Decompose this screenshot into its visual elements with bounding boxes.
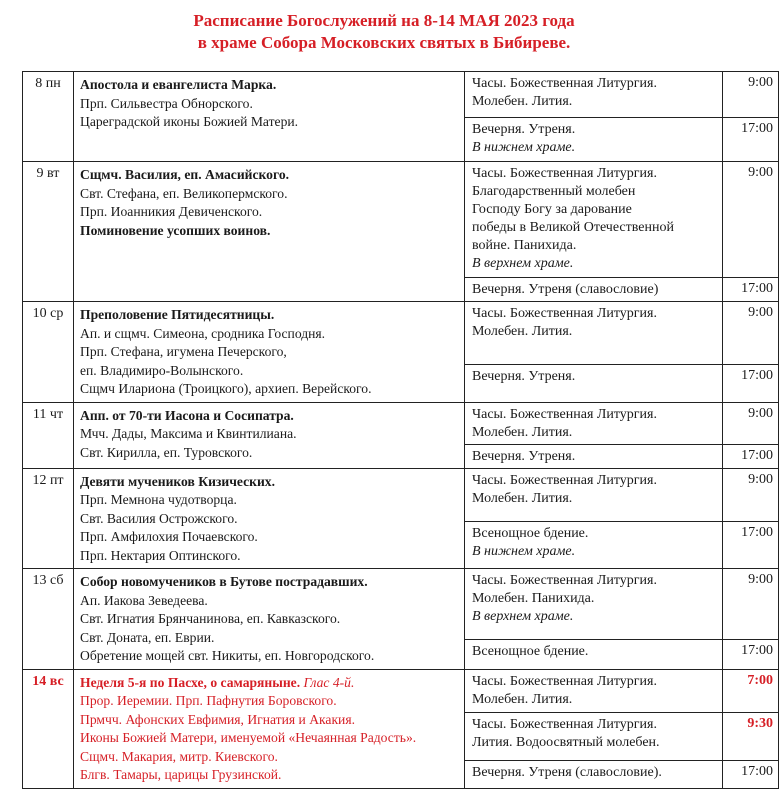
saint-line: Прп. Амфилохия Почаевского. — [80, 529, 258, 544]
service-cell — [465, 761, 723, 788]
service-time: 17:00 — [723, 444, 779, 468]
service-cell — [465, 569, 723, 640]
service-line: Часы. Божественная Литургия. — [472, 573, 657, 588]
page-header — [0, 10, 768, 54]
schedule-row — [23, 468, 779, 522]
service-line: Молебен. Панихида. — [472, 591, 595, 606]
service-line: войне. Панихида. — [472, 238, 577, 253]
saint-line: Свт. Игнатия Брянчанинова, еп. Кавказского. — [80, 611, 341, 626]
saint-line: Прп. Иоанникия Девиченского. — [80, 204, 263, 219]
service-line: Часы. Божественная Литургия. — [472, 472, 657, 488]
service-location-note: В нижнем храме. — [472, 140, 576, 155]
saint-line: Прп. Нектария Оптинского. — [80, 547, 241, 563]
saint-line: Прп. Сильвестра Обнорского. — [80, 95, 253, 111]
saint-line: Сщмч. Макария, митр. Киевского. — [80, 748, 278, 764]
service-time: 17:00 — [723, 278, 779, 302]
service-line: Всенощное бдение. — [472, 644, 589, 660]
saint-line: Прмчч. Афонских Евфимия, Игнатия и Акакия. — [80, 711, 355, 727]
feast-title: Сщмч. Василия, еп. Амасийского. — [80, 167, 290, 182]
service-cell — [465, 468, 723, 522]
service-line: Молебен. Лития. — [472, 94, 573, 109]
service-cell — [465, 364, 723, 402]
feast-title: Собор новомучеников в Бутове пострадавших. — [80, 574, 368, 589]
service-cell — [465, 162, 723, 278]
service-line: Молебен. Лития. — [472, 324, 573, 339]
service-line: Часы. Божественная Литургия. — [472, 406, 657, 422]
day-cell: 9 вт — [23, 162, 74, 302]
service-cell — [465, 72, 723, 118]
schedule-row — [23, 72, 779, 118]
service-line: Лития. Водоосвятный молебен. — [472, 735, 660, 751]
service-time: 17:00 — [723, 640, 779, 669]
day-cell: 10 ср — [23, 302, 74, 403]
saint-line: Мчч. Дады, Максима и Квинтилиана. — [80, 426, 297, 441]
service-line: Вечерня. Утреня (славословие) — [472, 282, 659, 297]
header-title: Расписание Богослужений на 8-14 МАЯ 2023 года — [193, 11, 575, 30]
service-line: Часы. Божественная Литургия. — [472, 166, 657, 181]
service-line: Вечерня. Утреня. — [472, 122, 576, 137]
schedule-row — [23, 669, 779, 713]
saint-line: Обретение мощей свт. Никиты, еп. Новгородского. — [80, 648, 375, 663]
feast-title: Апостола и евангелиста Марка. — [80, 77, 277, 92]
saints-cell — [74, 569, 465, 670]
service-line: Молебен. Лития. — [472, 424, 573, 440]
saint-line: Свт. Стефана, еп. Великопермского. — [80, 185, 288, 201]
saint-line: Прп. Стефана, игумена Печерского, — [80, 344, 287, 359]
saints-cell — [74, 72, 465, 162]
saint-line: Цареградской иконы Божией Матери. — [80, 114, 299, 129]
service-cell — [465, 444, 723, 468]
saints-cell — [74, 402, 465, 468]
service-cell — [465, 402, 723, 444]
service-line: Молебен. Лития. — [472, 490, 573, 506]
service-line: Часы. Божественная Литургия. — [472, 306, 657, 321]
saint-line: Свт. Кирилла, еп. Туровского. — [80, 444, 253, 460]
feast-title: Преполовение Пятидесятницы. — [80, 307, 275, 322]
service-time: 17:00 — [723, 118, 779, 162]
service-location-note: В нижнем храме. — [472, 544, 576, 560]
service-line: победы в Великой Отечественной — [472, 220, 674, 235]
service-line: Всенощное бдение. — [472, 526, 589, 542]
service-location-note: В верхнем храме. — [472, 609, 574, 624]
tone-label: Глас 4-й. — [300, 674, 355, 690]
saints-cell — [74, 162, 465, 302]
schedule-table — [22, 71, 779, 789]
feast-title: Апп. от 70-ти Иасона и Сосипатра. — [80, 407, 294, 423]
service-time: 17:00 — [723, 761, 779, 788]
service-cell — [465, 713, 723, 761]
saint-line: Прп. Мемнона чудотворца. — [80, 492, 237, 507]
schedule-row — [23, 302, 779, 365]
service-line: Часы. Божественная Литургия. — [472, 76, 657, 91]
schedule-row — [23, 162, 779, 278]
service-time: 9:00 — [723, 72, 779, 118]
header-subtitle: в храме Собора Московских святых в Бибиреве. — [197, 33, 571, 52]
service-time: 9:00 — [723, 402, 779, 444]
feast-title-line — [80, 674, 458, 693]
service-time: 9:00 — [723, 302, 779, 365]
service-cell — [465, 118, 723, 162]
feast-title: Девяти мучеников Кизических. — [80, 473, 275, 489]
service-line: Господу Богу за дарование — [472, 202, 632, 217]
service-location-note: В верхнем храме. — [472, 256, 574, 271]
service-line: Молебен. Лития. — [472, 691, 573, 707]
day-cell: 13 сб — [23, 569, 74, 670]
day-cell: 14 вс — [23, 669, 74, 788]
schedule-row — [23, 402, 779, 444]
service-line: Вечерня. Утреня (славословие). — [472, 765, 662, 781]
saint-line: Сщмч Илариона (Троицкого), архиеп. Верейского. — [80, 381, 372, 396]
service-cell — [465, 278, 723, 302]
saints-cell — [74, 669, 465, 788]
day-cell: 11 чт — [23, 402, 74, 468]
service-cell — [465, 522, 723, 569]
feast-title: Неделя 5-я по Пасхе, о самаряныне. — [80, 674, 301, 690]
saint-line: Ап. и сщмч. Симеона, сродника Господня. — [80, 325, 326, 341]
saint-line: еп. Владимиро-Волынского. — [80, 362, 244, 378]
service-time: 17:00 — [723, 364, 779, 402]
day-cell: 12 пт — [23, 468, 74, 569]
service-cell — [465, 669, 723, 713]
service-time: 9:00 — [723, 162, 779, 278]
service-time: 17:00 — [723, 522, 779, 569]
service-line: Часы. Божественная Литургия. — [472, 717, 657, 733]
service-time: 9:30 — [723, 713, 779, 761]
commemoration-line: Поминовение усопших воинов. — [80, 222, 271, 238]
saint-line: Ап. Иакова Зеведеева. — [80, 592, 208, 608]
schedule-row — [23, 569, 779, 640]
saint-line: Блгв. Тамары, царицы Грузинской. — [80, 767, 282, 782]
service-cell — [465, 302, 723, 365]
service-time: 9:00 — [723, 468, 779, 522]
service-cell — [465, 640, 723, 669]
saint-line: Свт. Василия Острожского. — [80, 510, 238, 526]
saints-cell — [74, 302, 465, 403]
service-line: Часы. Божественная Литургия. — [472, 673, 657, 689]
service-time: 7:00 — [723, 669, 779, 713]
saint-line: Иконы Божией Матери, именуемой «Нечаянная Радость». — [80, 730, 417, 745]
saint-line: Свт. Доната, еп. Еврии. — [80, 629, 215, 645]
service-time: 9:00 — [723, 569, 779, 640]
service-line: Благодарственный молебен — [472, 184, 636, 199]
saints-cell — [74, 468, 465, 569]
day-cell: 8 пн — [23, 72, 74, 162]
saint-line: Прор. Иеремии. Прп. Пафнутия Боровского. — [80, 693, 337, 708]
service-line: Вечерня. Утреня. — [472, 368, 576, 384]
service-line: Вечерня. Утреня. — [472, 448, 576, 464]
